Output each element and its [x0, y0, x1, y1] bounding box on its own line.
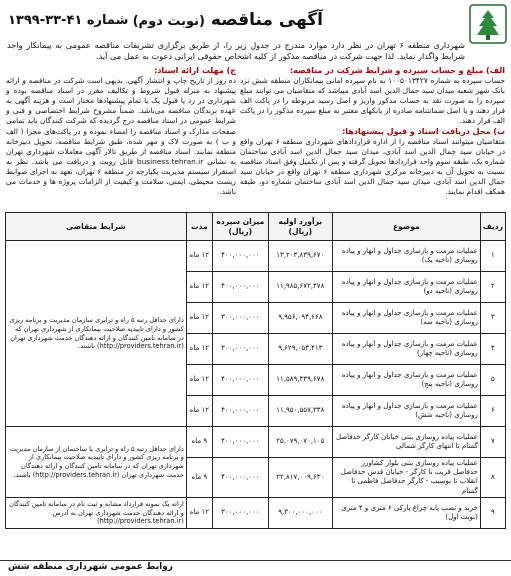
row-deposit: ۴۰۰,۰۰۰,۰۰۰ — [212, 272, 268, 303]
row-number: ۵ — [480, 365, 505, 396]
row-deposit: ۳۰۰,۰۰۰,۰۰۰ — [212, 497, 268, 528]
row-subject: خرید و نصب پایه چراغ پارکی ۶ متری و ۴ متری (نوبت اول) — [332, 497, 480, 528]
footer-text: روابط عمومی شهرداری منطقه شش — [8, 562, 173, 572]
right-column — [240, 66, 505, 197]
left-column — [6, 66, 236, 197]
conditions-group-3: ارائه یک نمونه قرارداد مشابه و ثبت نام در سامانه تامین کنندگان و ارائه دهندگان خدمت شهرداری تهران به آدرس (http://providers.tehran.ir) — [6, 497, 187, 528]
row-estimate: ۱۳,۲۰۳,۸۳۹,۶۷۰ — [268, 241, 332, 272]
row-subject: عملیات مرمت و بازسازی جداول و انهار و پیاده روسازی (ناحیه پنج) — [332, 365, 480, 396]
row-duration: ۱۲ ماه — [186, 396, 212, 427]
row-subject: عملیات مرمت و بازسازی جداول و انهار و پیاده روسازی (ناحیه یک) — [332, 241, 480, 272]
conditions-group-2: دارای حداقل رتبه ۵ راه و ترابری یا ساختمان از سازمان مدیریت و برنامه ریزی کشور و دارای تاییدیه صلاحیت پیمانکاری از شهرداری تهران که در سامانه تامین کنندگان و ارائه دهندگان خدمت شهرداری تهران (http://providers.tehran.ir) باشند. — [6, 427, 187, 498]
row-subject: عملیات مرمت و بازسازی جداول و انهار و پیاده روسازی (ناحیه سه) — [332, 303, 480, 334]
section-a-text: حساب سپرده به شماره ۱۰۰۵۰۱۳۴۲۷ به نام سپرده امانی پیمانکاران منطقه شش نزد بانک شهر شعبه میدان سید جمال الدین اسد آبادی میباشد که متقاضیان می توانند مبلغ سپرده را به صورت نقد به حساب مذکور واریز و اصل رسید مربوطه را در پاکت الف قرار دهند و یا اصل ضمانتنامه صادره از بانکهای معتبر به مبلغ سپرده مذکور را در پاکت الف قرار دهند. — [240, 76, 505, 126]
row-subject: عملیات مرمت و بازسازی جداول و انهار و پیاده روسازی (ناحیه چهار) — [332, 334, 480, 365]
row-subject: عملیات مرمت و بازسازی جداول و انهار و پیاده روسازی (ناحیه دو) — [332, 272, 480, 303]
header-row-number: ردیف — [480, 213, 505, 241]
row-deposit: ۳۰۰,۰۰۰,۰۰۰ — [212, 334, 268, 365]
section-c-text: ده روز از تاریخ چاپ و انتشار آگهی. بدیهی است شرکت در مناقصه و ارائه پیشنهاد به منزله قبول شروط و تکالیف مقرر در اسناد مناقصه بوده و شهرداری در رد یا قبول یک یا تمام پیشنهادها مختار است و هزینه آگهی به عهده برندگان مناقصه می‌باشد. ضمناً مشروح شرایط اختصاصی و فنی و شرایط عمومی در اسناد مناقصه درج گردیده که شرکت کنندگان باید تمامی صفحات مدارک و اسناد مناقصه را امضاء نموده و در پاکت‌های مجزا ( الف و ب ) به صورت لاک و مهر شده، طبق شرایط مناقصه، تحویل دبیرخانه منطقه نمایند. اسناد مناقصه از طریق تالار آگهی معاملات شهرداری تهران به نشانی business.tehran.ir قابل رویت و دریافت می باشد. نظر به استقرار سیستم مدیریت یکپارچه در منطقه ۶ تهران، تعهد به اجرای ضوابط زیست محیطی، ایمنی، سلامت و کیفیت از الزامات پروژه ها و خدمات می باشد. — [6, 76, 236, 197]
row-duration: ۱۲ ماه — [186, 241, 212, 272]
row-estimate: ۲۵,۰۷۹,۰۷۰,۱۰۵ — [268, 427, 332, 458]
row-number: ۸ — [480, 458, 505, 498]
footer-divider — [0, 560, 511, 561]
row-estimate: ۹,۳۰۰,۰۰۰,۰۰۰ — [268, 497, 332, 528]
table-row — [6, 497, 506, 528]
row-number: ۷ — [480, 427, 505, 458]
row-number: ۹ — [480, 497, 505, 528]
table-row — [6, 241, 506, 272]
row-duration: ۱۲ ماه — [186, 272, 212, 303]
row-deposit: ۴۰۰,۰۰۰,۰۰۰ — [212, 365, 268, 396]
row-duration: ۹ ماه — [186, 458, 212, 498]
tender-table — [5, 212, 506, 529]
section-a-heading: الف) مبلغ و حساب سپرده و شرایط شرکت در مناقصه: — [289, 66, 505, 75]
row-number: ۱ — [480, 241, 505, 272]
row-subject: عملیات پیاده روسازی بتنی خیابان کارگر حدفاصل گمنام تا انتهای کارگر شمالی — [332, 427, 480, 458]
section-c-heading: ج) مهلت ارائه اسناد: — [154, 66, 236, 75]
notice-header — [4, 4, 507, 44]
header-duration: مدت — [186, 213, 212, 241]
header-estimate: برآورد اولیه (ریال) — [268, 213, 332, 241]
row-duration: ۱۲ ماه — [186, 365, 212, 396]
row-number: ۳ — [480, 303, 505, 334]
row-deposit: ۳۰۰,۰۰۰,۰۰۰ — [212, 303, 268, 334]
row-estimate: ۱۱,۹۸۵,۶۷۲,۴۷۸ — [268, 272, 332, 303]
row-deposit: ۴۰۰,۰۰۰,۰۰۰ — [212, 458, 268, 498]
row-estimate: ۹,۶۲۹,۰۵۳,۴۱۳ — [268, 334, 332, 365]
row-number: ۴ — [480, 334, 505, 365]
section-b-text: متقاضیان میتوانند اسناد مناقصه را از اداره قراردادهای شهرداری منطقه ۶ تهران واقع در خیابان سید جمال الدین اسد آبادی، میدان سید جمال الدین اسد آبادی ساختمان شماره یک، طبقه سوم واحد قراردادها تحویل گرفته و پس از تکمیل وفق اسناد مناقصه نسبت به تحویل آن به دبیرخانه مرکزی شهرداری منطقه ۶ تهران واقع در خیابان سید جمال الدین اسد آبادی، میدان سید جمال الدین اسد آبادی ساختمان شماره دو، طبقه همکف اقدام نمایند. — [240, 136, 505, 197]
notice-title: آگهی مناقصه (نوبت دوم) — [132, 10, 323, 30]
header-conditions: شرایط متقاضی — [6, 213, 187, 241]
section-b-heading: ب) محل دریافت اسناد و قبول پیشنهادها: — [342, 126, 505, 136]
row-estimate: ۲۲,۸۱۷,۰۰۹,۶۳۰ — [268, 458, 332, 498]
header-deposit: میزان سپرده (ریال) — [212, 213, 268, 241]
row-number: ۲ — [480, 272, 505, 303]
notice-number: شماره ۴۱-۳۳-۱۳۹۹ — [8, 13, 129, 28]
row-duration: ۱۲ ماه — [186, 303, 212, 334]
row-estimate: ۱۱,۹۵۰,۵۵۷,۳۳۸ — [268, 396, 332, 427]
header-subject: موضوع — [332, 213, 480, 241]
row-deposit: ۴۰۰,۰۰۰,۰۰۰ — [212, 427, 268, 458]
row-subject: عملیات پیاده روسازی بتنی بلوار کشاورز حدفاصل قریب تا کارگر - خیابان قدس حدفاصل انقلاب تا بوسیب - کارگر حدفاصل فاطمی تا گمنام — [332, 458, 480, 498]
table-header-row — [6, 213, 506, 241]
row-duration: ۱۲ ماه — [186, 497, 212, 528]
intro-paragraph: شهرداری منطقه ۶ تهران در نظر دارد موارد مندرج در جدول زیر را، از طریق برگزاری تشریفات مناقصه عمومی به پیمانکار واجد شرایط واگذار نماید. لذا جهت شرکت در مناقصه مذکور از کلیه اشخاص حقوقی ایرانی دعوت به عمل می آید. — [7, 40, 465, 61]
row-estimate: ۹,۹۵۶,۰۹۴,۶۶۸ — [268, 303, 332, 334]
row-duration: ۹ ماه — [186, 427, 212, 458]
table-row — [6, 427, 506, 458]
row-estimate: ۱۱,۵۸۹,۴۳۹,۶۷۸ — [268, 365, 332, 396]
row-subject: عملیات مرمت و بازسازی جداول و انهار و پیاده روسازی (ناحیه شش) — [332, 396, 480, 427]
row-deposit: ۴۰۰,۰۰۰,۰۰۰ — [212, 241, 268, 272]
conditions-group-1: دارای حداقل رتبه ۵ راه و ترابری سازمان مدیریت و برنامه ریزی کشور و دارای تاییدیه صلاحیت پیمانکاری از شهرداری تهران که در سامانه تامین کنندگان و ارائه دهندگان خدمت شهرداری تهران (http://providers.tehran.ir) باشند. — [6, 241, 187, 427]
row-deposit: ۴۰۰,۰۰۰,۰۰۰ — [212, 396, 268, 427]
row-number: ۶ — [480, 396, 505, 427]
footer — [0, 560, 511, 576]
tehran-municipality-logo-icon — [469, 4, 507, 44]
row-duration: ۱۲ ماه — [186, 334, 212, 365]
